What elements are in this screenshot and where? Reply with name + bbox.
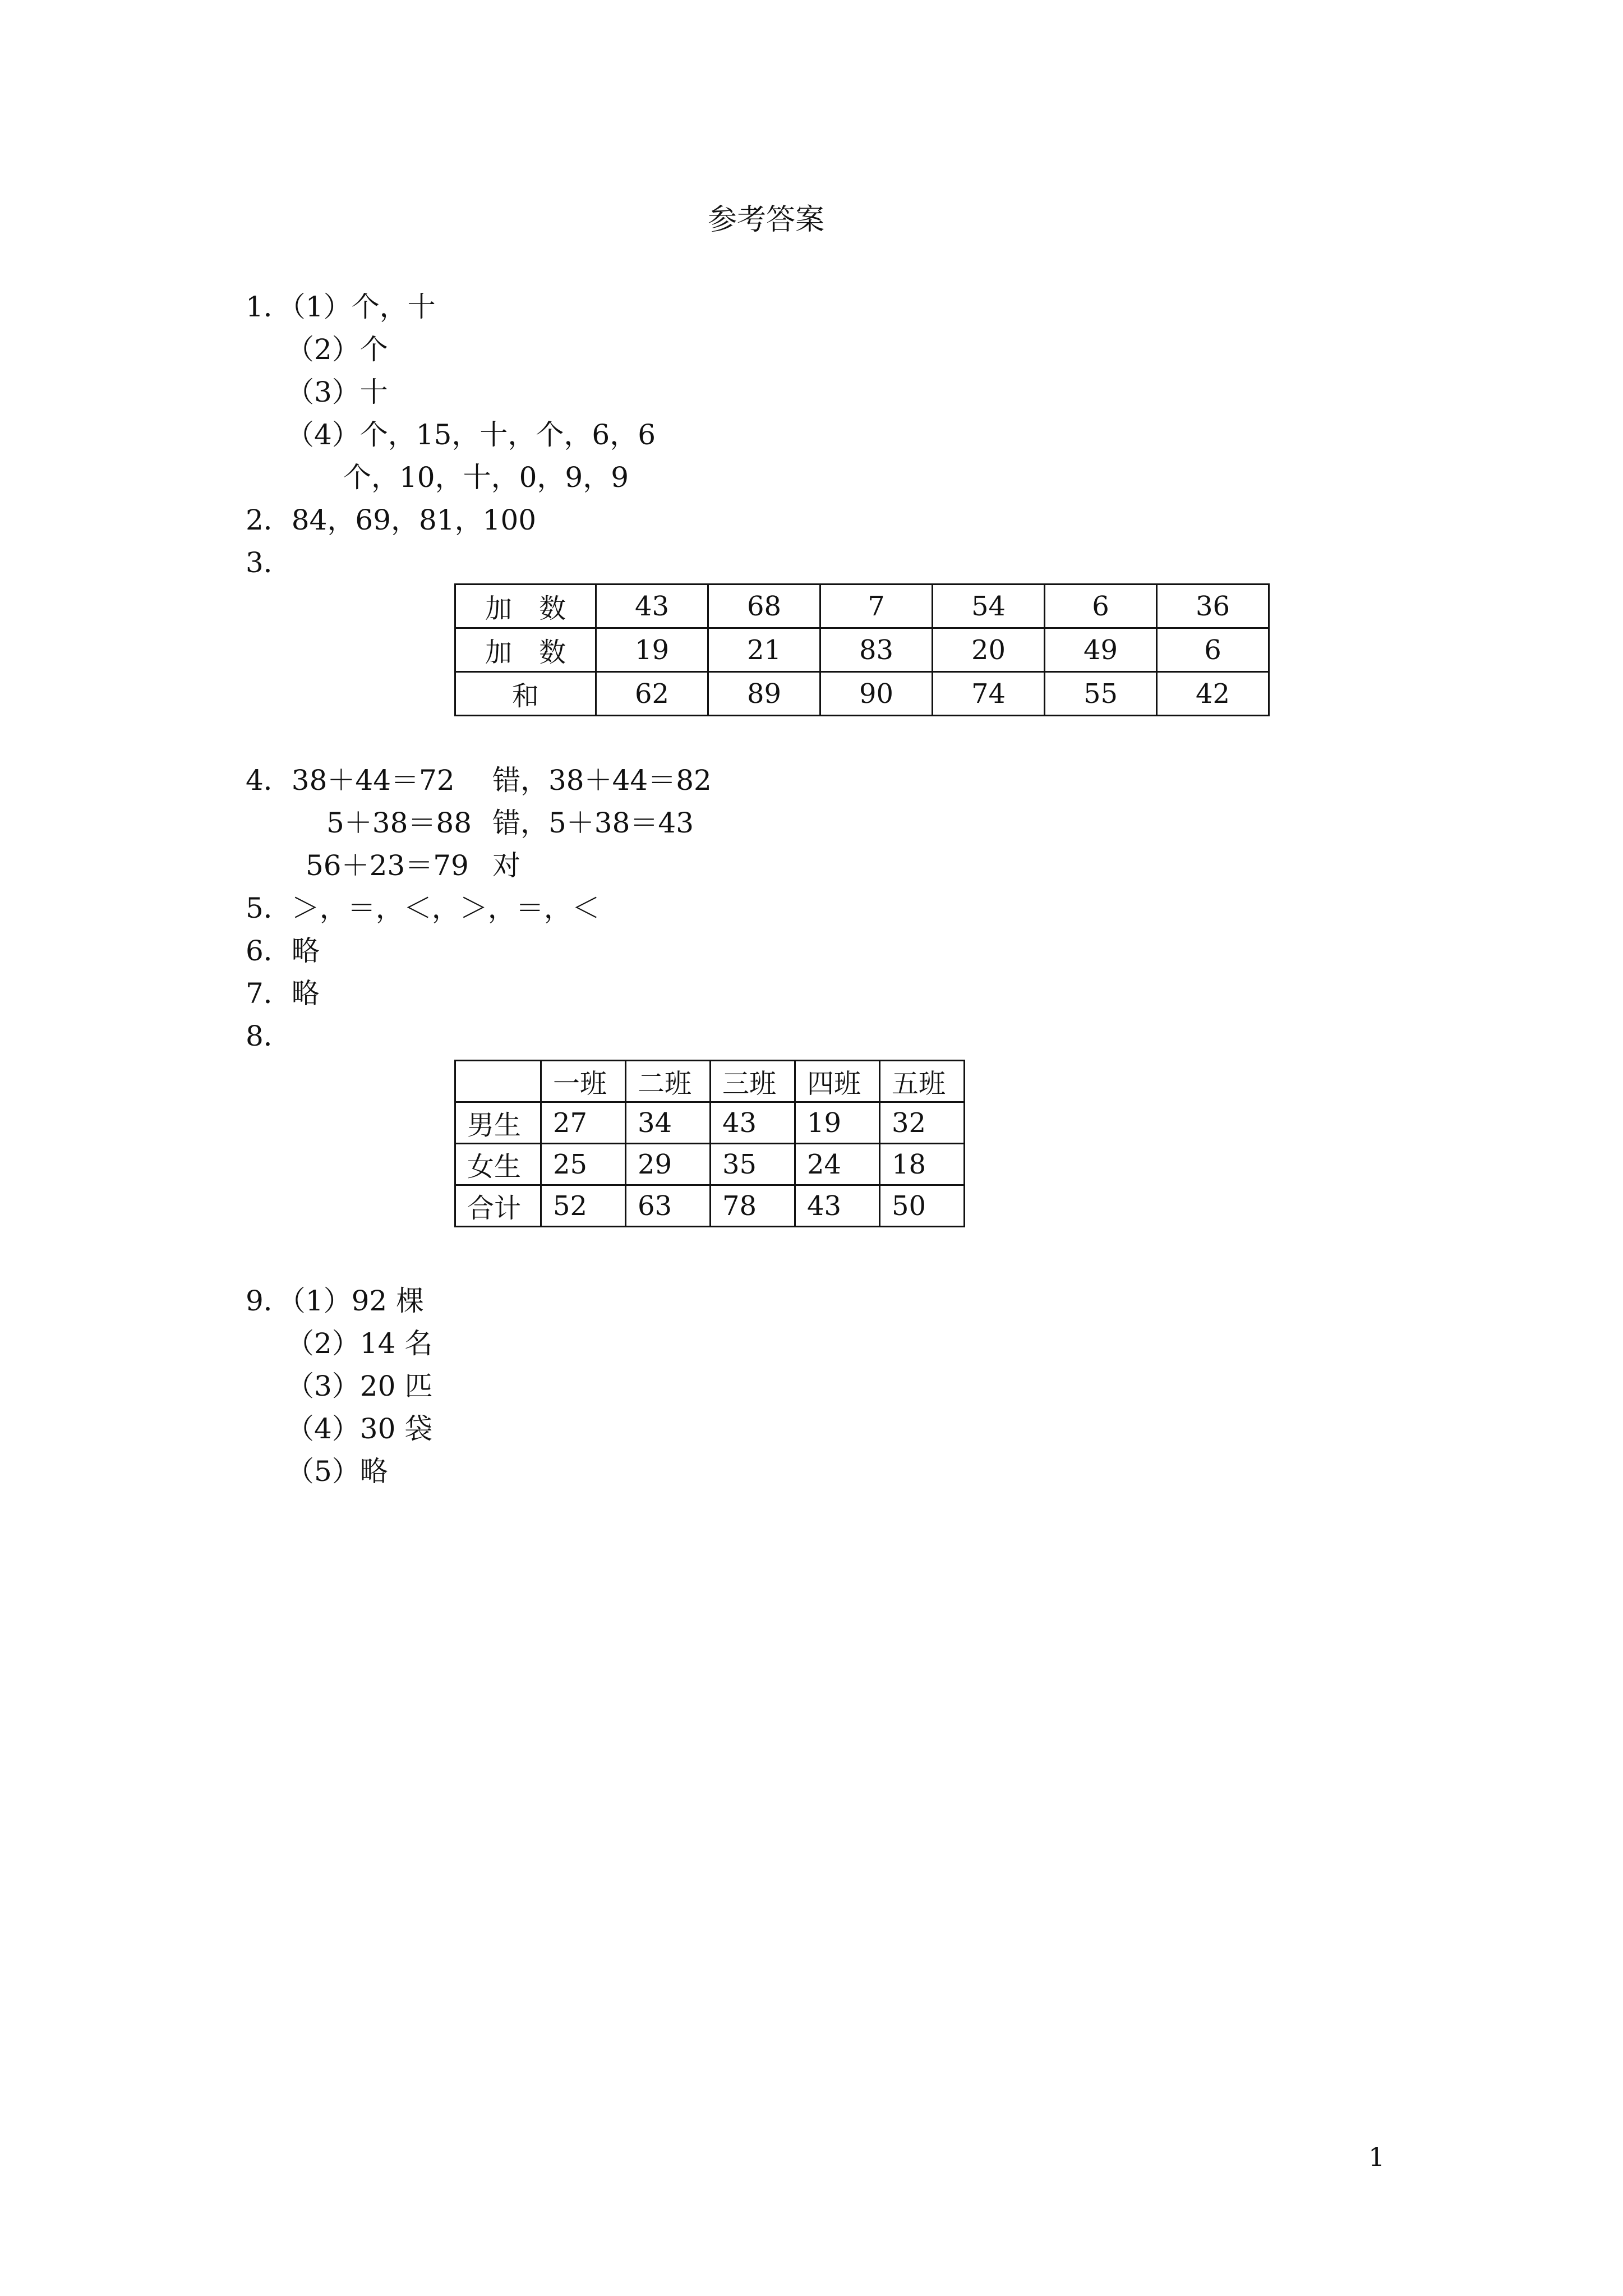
table-cell: 90 bbox=[820, 672, 933, 716]
q9-line-2: （2）14 名 bbox=[286, 1327, 433, 1360]
q9-line-1: 9．（1）92 棵 bbox=[246, 1285, 425, 1317]
row-header: 加 数 bbox=[455, 628, 596, 672]
page-number: 1 bbox=[1368, 2142, 1385, 2172]
q4-answer-3: 对 bbox=[492, 849, 520, 882]
table-cell: 68 bbox=[708, 585, 820, 628]
q1-line-2: （2）个 bbox=[286, 333, 388, 366]
column-header: 二班 bbox=[626, 1061, 711, 1102]
table-cell: 89 bbox=[708, 672, 820, 716]
table-cell: 18 bbox=[880, 1144, 965, 1185]
table-cell: 6 bbox=[1157, 628, 1269, 672]
q7-line: 7．略 bbox=[246, 977, 320, 1010]
column-header: 三班 bbox=[711, 1061, 795, 1102]
table-cell: 7 bbox=[820, 585, 933, 628]
row-header: 合计 bbox=[455, 1185, 541, 1227]
row-header: 女生 bbox=[455, 1144, 541, 1185]
corner-cell bbox=[455, 1061, 541, 1102]
table-cell: 36 bbox=[1157, 585, 1269, 628]
table-cell: 32 bbox=[880, 1102, 965, 1144]
row-header: 加 数 bbox=[455, 585, 596, 628]
column-header: 一班 bbox=[541, 1061, 626, 1102]
table-cell: 74 bbox=[933, 672, 1045, 716]
q3-label: 3． bbox=[246, 546, 292, 579]
table-cell: 43 bbox=[596, 585, 708, 628]
table-cell: 34 bbox=[626, 1102, 711, 1144]
table-cell: 25 bbox=[541, 1144, 626, 1185]
table-cell: 63 bbox=[626, 1185, 711, 1227]
table-cell: 21 bbox=[708, 628, 820, 672]
table-cell: 55 bbox=[1045, 672, 1157, 716]
table-row bbox=[455, 628, 1269, 672]
table-cell: 62 bbox=[596, 672, 708, 716]
addition-table bbox=[454, 583, 1270, 716]
column-header: 五班 bbox=[880, 1061, 965, 1102]
table-cell: 50 bbox=[880, 1185, 965, 1227]
table-row bbox=[455, 1102, 965, 1144]
q6-line: 6．略 bbox=[246, 935, 320, 967]
q1-line-1: 1．（1）个，十 bbox=[246, 291, 436, 323]
table-cell: 49 bbox=[1045, 628, 1157, 672]
table-cell: 19 bbox=[596, 628, 708, 672]
table-cell: 54 bbox=[933, 585, 1045, 628]
table-cell: 83 bbox=[820, 628, 933, 672]
table-cell: 52 bbox=[541, 1185, 626, 1227]
table-header-row bbox=[455, 1061, 965, 1102]
q4-answer-2: 错，5＋38＝43 bbox=[492, 807, 694, 839]
q5-line: 5．＞，＝，＜，＞，＝，＜ bbox=[246, 892, 600, 924]
table-cell: 6 bbox=[1045, 585, 1157, 628]
q8-label: 8． bbox=[246, 1020, 292, 1052]
q9-line-5: （5）略 bbox=[286, 1455, 388, 1488]
table-cell: 43 bbox=[795, 1185, 880, 1227]
q1-line-3: （3）十 bbox=[286, 376, 388, 408]
table-row bbox=[455, 672, 1269, 716]
q9-line-4: （4）30 袋 bbox=[286, 1412, 433, 1445]
row-header: 男生 bbox=[455, 1102, 541, 1144]
q1-line-5: 个，10，十，0，9，9 bbox=[343, 461, 629, 494]
column-header: 四班 bbox=[795, 1061, 880, 1102]
q9-line-3: （3）20 匹 bbox=[286, 1370, 433, 1402]
table-cell: 27 bbox=[541, 1102, 626, 1144]
q4-answer-1: 错，38＋44＝82 bbox=[492, 764, 712, 797]
table-cell: 24 bbox=[795, 1144, 880, 1185]
table-row bbox=[455, 585, 1269, 628]
table-cell: 20 bbox=[933, 628, 1045, 672]
q1-line-4: （4）个，15，十，个，6，6 bbox=[286, 418, 656, 451]
table-cell: 19 bbox=[795, 1102, 880, 1144]
row-header: 和 bbox=[455, 672, 596, 716]
table-cell: 29 bbox=[626, 1144, 711, 1185]
table-cell: 43 bbox=[711, 1102, 795, 1144]
q4-equation-2: 5＋38＝88 bbox=[326, 807, 472, 839]
table-row bbox=[455, 1144, 965, 1185]
table-cell: 35 bbox=[711, 1144, 795, 1185]
table-cell: 42 bbox=[1157, 672, 1269, 716]
q2-line: 2．84，69，81，100 bbox=[246, 504, 537, 536]
table-cell: 78 bbox=[711, 1185, 795, 1227]
table-row bbox=[455, 1185, 965, 1227]
q4-equation-3: 56＋23＝79 bbox=[306, 849, 469, 882]
class-table bbox=[454, 1060, 965, 1227]
q4-equation-1: 4．38＋44＝72 bbox=[246, 764, 455, 797]
page-title: 参考答案 bbox=[708, 203, 825, 237]
